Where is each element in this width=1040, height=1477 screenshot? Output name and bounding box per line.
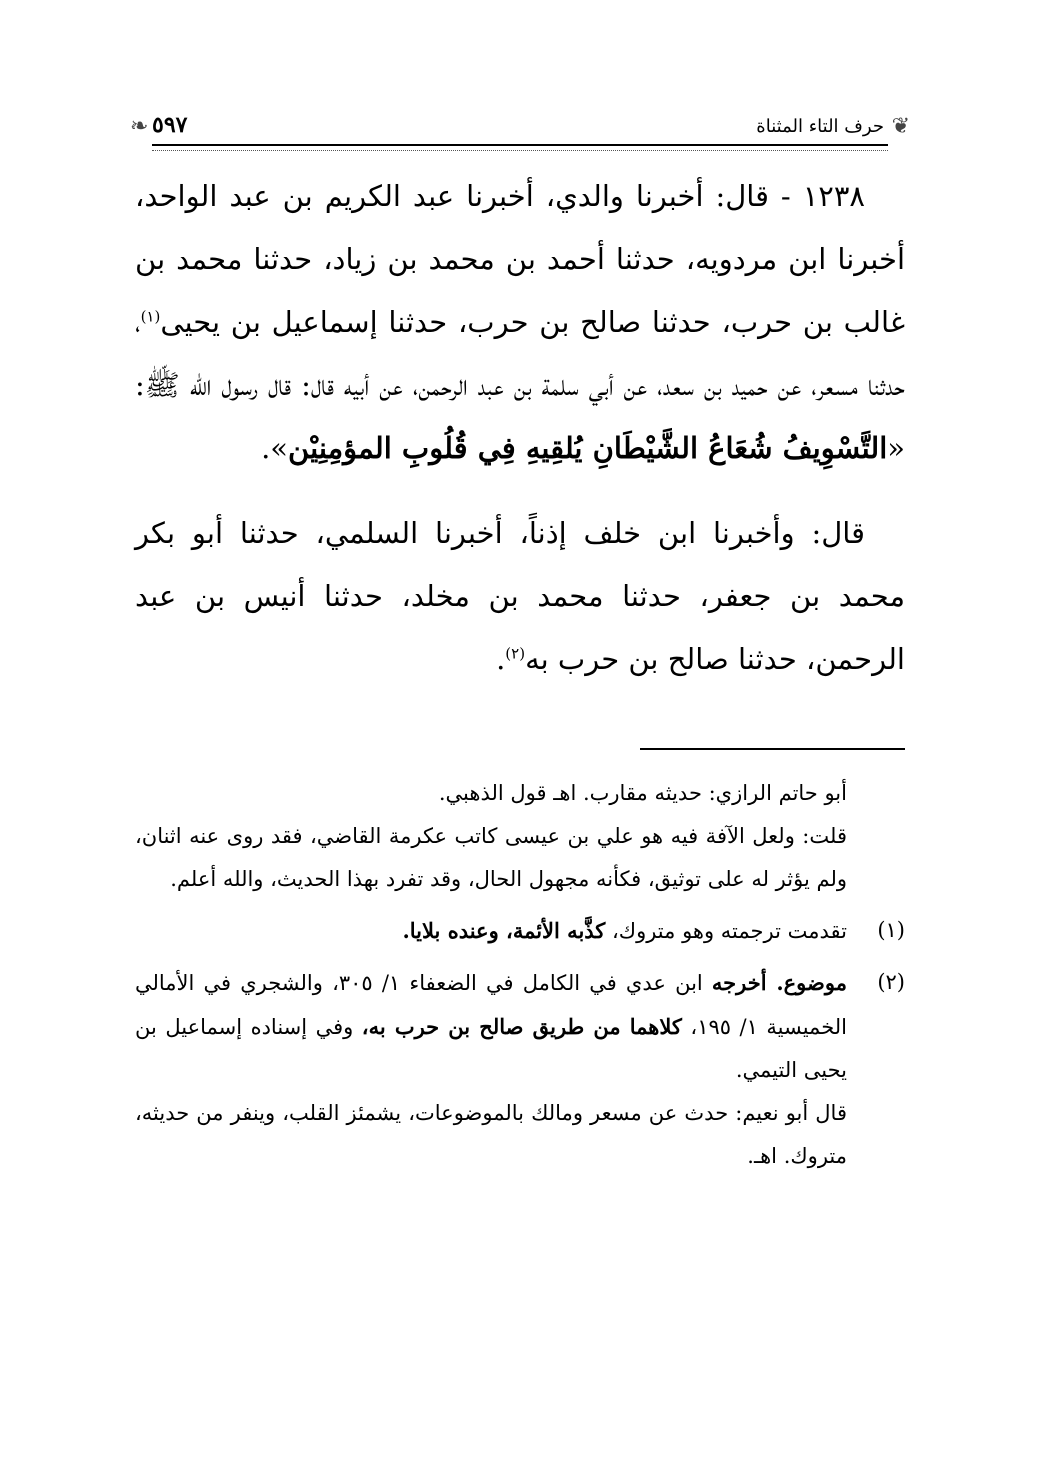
footnote-ref-1[interactable]: (١): [140, 307, 161, 326]
second-chain-text: قال: وأخبرنا ابن خلف إذناً، أخبرنا السلمي، حدثنا أبو بكر محمد بن جعفر، حدثنا محمد بن مخلد، حدثنا أنيس بن عبد الرحمن، حدثنا صالح بن حرب به: [135, 516, 905, 676]
second-chain-paragraph: [135, 502, 905, 691]
footnote-1: [135, 909, 905, 953]
hadith-close: ».: [261, 431, 289, 465]
footnote-2-bold-2: كلاهما من طريق صالح بن حرب به،: [361, 1014, 682, 1039]
footnote-continued-para: قلت: ولعل الآفة فيه هو علي بن عيسى كاتب عكرمة القاضي، فقد روى عنه اثنان، ولم يؤثر له على توثيق، فكأنه مجهول الحال، وقد تفرد بهذا الحديث، والله أعلم.: [135, 824, 847, 891]
footnote-1-bold: كذَّبه الأئمة، وعنده بلايا.: [402, 918, 606, 943]
footnote-2-bold-1: موضوع. أخرجه: [711, 970, 847, 995]
footnote-2-text-2: وفي إسناده إسماعيل بن يحيى التيمي.: [135, 1015, 847, 1082]
footnote-2: [135, 961, 905, 1092]
second-chain-end: .: [496, 642, 506, 676]
hadith-text: التَّسْوِيفُ شُعَاعُ الشَّيْطَانِ يُلقِيهِ فِي قُلُوبِ المؤمِنِيْن: [288, 431, 888, 465]
flourish-right-icon: ❦: [891, 114, 910, 139]
footnote-separator: [640, 748, 905, 750]
footnote-2-continued: قال أبو نعيم: حدث عن مسعر ومالك بالموضوعات، يشمئز القلب، وينفر من حديثه، متروك. اهـ.: [135, 1101, 847, 1168]
footnote-2-text-1: ابن عدي في الكامل في الضعفاء ١/ ٣٠٥، والشجري في الأمالي الخميسية ١/ ١٩٥،: [135, 971, 847, 1039]
page-number: ٥٩٧: [152, 112, 188, 138]
footnote-ref-2[interactable]: (٢): [505, 644, 526, 663]
page-header: [130, 112, 910, 148]
footnote-2-number: (٢): [877, 970, 905, 994]
isnad-text: - قال: أخبرنا والدي، أخبرنا عبد الكريم بن عبد الواحد، أخبرنا ابن مردويه، حدثنا أحمد بن محمد بن زياد، حدثنا محمد بن غالب بن حرب، حدثنا صالح بن حرب، حدثنا إسماعيل بن يحيى: [135, 179, 905, 339]
footnote-1-text: تقدمت ترجمته وهو متروك،: [605, 919, 847, 943]
footnotes: [135, 772, 905, 1178]
chapter-title: حرف التاء المثناة: [756, 116, 884, 137]
main-text: [135, 165, 905, 691]
isnad-text-cont: ، حدثنا مسعر، عن حميد بن سعد، عن أبي سلمة بن عبد الرحمن، عن أبيه قال: قال رسول الله ﷺ: «: [135, 305, 905, 465]
footnote-1-body: [135, 909, 847, 953]
hadith-paragraph: [135, 165, 905, 480]
footnote-1-number: (١): [877, 918, 905, 942]
hadith-number: ١٢٣٨: [802, 179, 865, 213]
footnote-2-body: [135, 961, 847, 1092]
header-rule: [152, 144, 888, 151]
flourish-left-icon: ❧: [130, 114, 149, 139]
footnote-continued-line: أبو حاتم الرازي: حديثه مقارب. اهـ قول الذهبي.: [438, 781, 847, 805]
